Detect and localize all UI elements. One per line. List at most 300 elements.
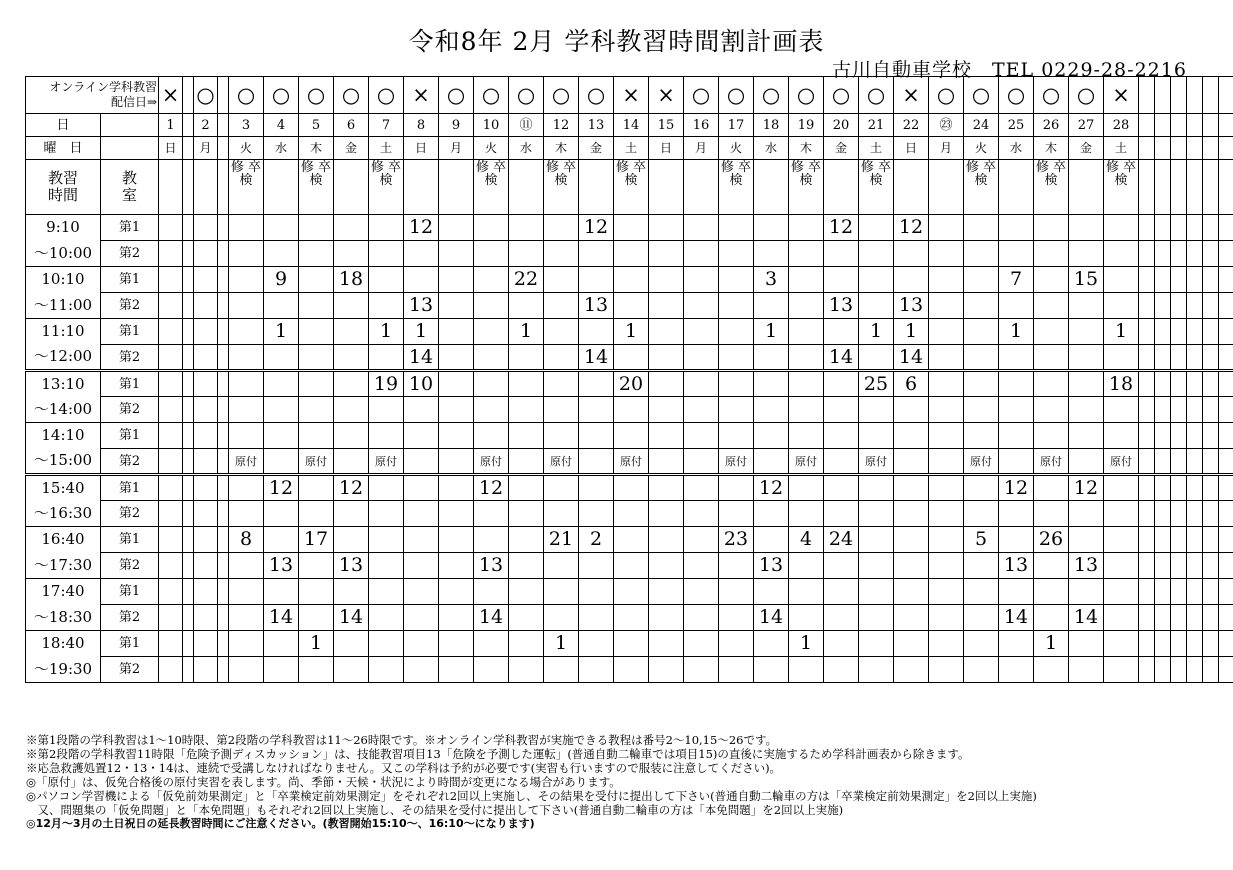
- blank-cell: [264, 241, 299, 267]
- blank-cell: [719, 371, 754, 397]
- lesson-cell: 1: [1104, 319, 1139, 345]
- blank-cell: [474, 423, 509, 449]
- blank-cell: [1171, 137, 1187, 160]
- lesson-cell: 13: [404, 293, 439, 319]
- day-number: 9: [439, 114, 474, 137]
- slot-row: [26, 475, 1233, 501]
- online-mark: ○: [929, 77, 964, 114]
- day-number: 16: [684, 114, 719, 137]
- blank-cell: [649, 267, 684, 293]
- exam-note: 修 卒 検: [474, 160, 509, 215]
- weekday: 火: [964, 137, 999, 160]
- blank-cell: [1139, 657, 1155, 683]
- blank-cell: [1219, 527, 1233, 553]
- blank-cell: [1155, 137, 1171, 160]
- online-mark: ×: [894, 77, 929, 114]
- blank-cell: [1203, 345, 1219, 371]
- blank-cell: [1219, 241, 1233, 267]
- slot-row: [26, 371, 1233, 397]
- blank-cell: [719, 475, 754, 501]
- blank-cell: [334, 501, 369, 527]
- blank-cell: [614, 475, 649, 501]
- blank-cell: [1034, 423, 1069, 449]
- blank-cell: [1069, 631, 1104, 657]
- blank-cell: [754, 423, 789, 449]
- blank-cell: [218, 215, 229, 241]
- blank-cell: [894, 631, 929, 657]
- blank-cell: [194, 423, 218, 449]
- day-number: 8: [404, 114, 439, 137]
- blank-cell: [649, 553, 684, 579]
- blank-cell: [544, 319, 579, 345]
- day-number: 10: [474, 114, 509, 137]
- period-start: 17:40: [26, 579, 101, 605]
- blank-cell: [544, 267, 579, 293]
- blank-cell: [649, 345, 684, 371]
- blank-cell: [404, 449, 439, 475]
- blank-cell: [218, 160, 229, 215]
- blank-cell: [229, 423, 264, 449]
- blank-cell: [229, 605, 264, 631]
- weekday: 月: [684, 137, 719, 160]
- blank-cell: [649, 319, 684, 345]
- blank-cell: [439, 423, 474, 449]
- blank-cell: [509, 293, 544, 319]
- blank-cell: [1069, 241, 1104, 267]
- blank-cell: [218, 657, 229, 683]
- day-number: 5: [299, 114, 334, 137]
- blank-cell: [754, 631, 789, 657]
- page-title: 令和8年 2月 学科教習時間割計画表: [408, 27, 825, 56]
- blank-cell: [1171, 345, 1187, 371]
- blank-cell: [183, 371, 194, 397]
- blank-cell: [1139, 137, 1155, 160]
- blank-cell: [1104, 605, 1139, 631]
- blank-cell: [929, 605, 964, 631]
- blank-cell: [183, 319, 194, 345]
- blank-cell: [264, 215, 299, 241]
- blank-cell: [894, 449, 929, 475]
- blank-cell: [1139, 475, 1155, 501]
- blank-cell: [999, 371, 1034, 397]
- blank-cell: [1219, 605, 1233, 631]
- exam-note: 修 卒 検: [1104, 160, 1139, 215]
- blank-cell: [1171, 423, 1187, 449]
- slot-row: [26, 501, 1233, 527]
- blank-cell: [1187, 527, 1203, 553]
- blank-cell: [183, 215, 194, 241]
- blank-cell: [859, 267, 894, 293]
- blank-cell: [1069, 345, 1104, 371]
- period-end: ～16:30: [26, 501, 101, 527]
- day-number: 19: [789, 114, 824, 137]
- blank-cell: [194, 241, 218, 267]
- blank-cell: [229, 397, 264, 423]
- blank-cell: [1203, 114, 1219, 137]
- blank-cell: [894, 267, 929, 293]
- weekday: 火: [719, 137, 754, 160]
- blank-cell: [894, 657, 929, 683]
- day-number: 22: [894, 114, 929, 137]
- blank-cell: [754, 397, 789, 423]
- blank-cell: [614, 397, 649, 423]
- blank-cell: [159, 371, 183, 397]
- lesson-cell: 12: [754, 475, 789, 501]
- blank-cell: [334, 215, 369, 241]
- blank-cell: [334, 449, 369, 475]
- blank-cell: [614, 241, 649, 267]
- blank-cell: [218, 345, 229, 371]
- blank-cell: [194, 449, 218, 475]
- blank-cell: [439, 319, 474, 345]
- blank-cell: [439, 657, 474, 683]
- lesson-cell: 20: [614, 371, 649, 397]
- blank-cell: [439, 267, 474, 293]
- weekday: 金: [1069, 137, 1104, 160]
- blank-cell: [929, 319, 964, 345]
- blank-cell: [1139, 423, 1155, 449]
- blank-cell: [404, 631, 439, 657]
- weekday: 金: [824, 137, 859, 160]
- blank-cell: [439, 241, 474, 267]
- blank-cell: [649, 160, 684, 215]
- blank-cell: [1203, 137, 1219, 160]
- blank-cell: [1034, 267, 1069, 293]
- period-start: 9:10: [26, 215, 101, 241]
- online-mark: ○: [264, 77, 299, 114]
- blank-cell: [218, 475, 229, 501]
- blank-cell: [183, 553, 194, 579]
- blank-cell: [544, 605, 579, 631]
- blank-cell: [614, 631, 649, 657]
- blank-cell: [183, 345, 194, 371]
- day-number: 7: [369, 114, 404, 137]
- blank-cell: [183, 423, 194, 449]
- blank-cell: [579, 475, 614, 501]
- weekday: 月: [194, 137, 218, 160]
- blank-cell: [369, 579, 404, 605]
- blank-cell: [369, 397, 404, 423]
- lesson-cell: 原付: [859, 449, 894, 475]
- blank-cell: [1171, 267, 1187, 293]
- blank-cell: [1155, 114, 1171, 137]
- online-mark: ○: [369, 77, 404, 114]
- lesson-cell: 原付: [964, 449, 999, 475]
- blank-cell: [1203, 605, 1219, 631]
- blank-cell: [194, 631, 218, 657]
- blank-cell: [1069, 319, 1104, 345]
- blank-cell: [1187, 267, 1203, 293]
- lesson-cell: 原付: [299, 449, 334, 475]
- blank-cell: [404, 160, 439, 215]
- day-number: 18: [754, 114, 789, 137]
- blank-cell: [299, 293, 334, 319]
- time-header: 教習 時間: [26, 160, 101, 215]
- blank-cell: [754, 371, 789, 397]
- blank-cell: [1171, 371, 1187, 397]
- online-mark: ○: [789, 77, 824, 114]
- blank-cell: [684, 267, 719, 293]
- blank-cell: [684, 345, 719, 371]
- lesson-cell: 1: [544, 631, 579, 657]
- blank-cell: [218, 579, 229, 605]
- blank-cell: [999, 657, 1034, 683]
- blank-cell: [218, 241, 229, 267]
- blank-cell: [1155, 397, 1171, 423]
- online-mark: ○: [439, 77, 474, 114]
- blank-cell: [789, 397, 824, 423]
- blank-cell: [824, 423, 859, 449]
- blank-cell: [1203, 215, 1219, 241]
- blank-cell: [1219, 423, 1233, 449]
- blank-cell: [684, 215, 719, 241]
- blank-cell: [1219, 371, 1233, 397]
- weekday: 水: [754, 137, 789, 160]
- blank-cell: [229, 345, 264, 371]
- slot-row: [26, 241, 1233, 267]
- blank-cell: [579, 397, 614, 423]
- school-contact: 古川自動車学校 TEL 0229-28-2216: [832, 59, 1187, 81]
- blank-cell: [894, 397, 929, 423]
- blank-cell: [299, 215, 334, 241]
- blank-cell: [1139, 631, 1155, 657]
- blank-cell: [334, 631, 369, 657]
- blank-cell: [929, 215, 964, 241]
- weekday: 土: [859, 137, 894, 160]
- lesson-cell: 12: [1069, 475, 1104, 501]
- blank-cell: [859, 631, 894, 657]
- blank-cell: [183, 501, 194, 527]
- blank-cell: [334, 241, 369, 267]
- blank-cell: [509, 631, 544, 657]
- blank-cell: [1219, 114, 1233, 137]
- blank-cell: [719, 319, 754, 345]
- slot-row: [26, 605, 1233, 631]
- blank-cell: [929, 579, 964, 605]
- blank-cell: [183, 449, 194, 475]
- blank-cell: [1203, 319, 1219, 345]
- blank-cell: [579, 605, 614, 631]
- slot-row: [26, 553, 1233, 579]
- online-mark: ○: [1034, 77, 1069, 114]
- blank-cell: [1171, 319, 1187, 345]
- period-end: ～19:30: [26, 657, 101, 683]
- blank-cell: [264, 579, 299, 605]
- blank-cell: [894, 605, 929, 631]
- lesson-cell: 12: [999, 475, 1034, 501]
- blank-cell: [404, 267, 439, 293]
- blank-cell: [1034, 319, 1069, 345]
- blank-cell: [1104, 631, 1139, 657]
- blank-cell: [754, 579, 789, 605]
- blank-cell: [1203, 579, 1219, 605]
- weekday: 木: [299, 137, 334, 160]
- blank-cell: [439, 475, 474, 501]
- blank-cell: [649, 527, 684, 553]
- blank-cell: [299, 319, 334, 345]
- day-number: 17: [719, 114, 754, 137]
- blank-cell: [1219, 553, 1233, 579]
- day-number: 4: [264, 114, 299, 137]
- slot-row: [26, 267, 1233, 293]
- blank-cell: [1155, 77, 1171, 114]
- blank-cell: [1171, 160, 1187, 215]
- blank-cell: [719, 397, 754, 423]
- blank-cell: [509, 241, 544, 267]
- day-number: 13: [579, 114, 614, 137]
- exam-note: 修 卒 検: [789, 160, 824, 215]
- lesson-cell: 2: [579, 527, 614, 553]
- blank-cell: [824, 579, 859, 605]
- blank-cell: [999, 527, 1034, 553]
- blank-cell: [1219, 77, 1233, 114]
- lesson-cell: 1: [894, 319, 929, 345]
- blank-cell: [334, 160, 369, 215]
- notes-section: [26, 733, 1037, 831]
- blank-cell: [229, 553, 264, 579]
- blank-cell: [859, 501, 894, 527]
- period-start: 11:10: [26, 319, 101, 345]
- blank-cell: [194, 160, 218, 215]
- weekday: 火: [229, 137, 264, 160]
- blank-cell: [264, 160, 299, 215]
- blank-cell: [229, 631, 264, 657]
- blank-cell: [334, 293, 369, 319]
- blank-cell: [824, 631, 859, 657]
- blank-cell: [1171, 553, 1187, 579]
- online-mark: ○: [334, 77, 369, 114]
- lesson-cell: 14: [824, 345, 859, 371]
- blank-cell: [218, 397, 229, 423]
- lesson-cell: 18: [334, 267, 369, 293]
- blank-cell: [1171, 241, 1187, 267]
- period-start: 14:10: [26, 423, 101, 449]
- blank-cell: [824, 605, 859, 631]
- room-name: 第2: [101, 293, 159, 319]
- blank-cell: [999, 631, 1034, 657]
- blank-cell: [999, 293, 1034, 319]
- blank-cell: [544, 501, 579, 527]
- blank-cell: [789, 371, 824, 397]
- blank-cell: [859, 553, 894, 579]
- online-mark: ○: [194, 77, 218, 114]
- blank-cell: [1104, 527, 1139, 553]
- blank-cell: [1155, 371, 1171, 397]
- room-name: 第1: [101, 579, 159, 605]
- exam-note: 修 卒 検: [544, 160, 579, 215]
- lesson-cell: 12: [894, 215, 929, 241]
- slot-row: [26, 397, 1233, 423]
- blank-cell: [1034, 371, 1069, 397]
- blank-cell: [1171, 293, 1187, 319]
- blank-cell: [1203, 475, 1219, 501]
- online-label: オンライン学科教習 配信日⇒: [26, 77, 159, 114]
- blank-cell: [684, 657, 719, 683]
- blank-cell: [264, 657, 299, 683]
- blank-cell: [579, 160, 614, 215]
- blank-cell: [789, 319, 824, 345]
- blank-cell: [159, 160, 183, 215]
- blank-cell: [929, 631, 964, 657]
- blank-cell: [859, 475, 894, 501]
- weekday: 月: [439, 137, 474, 160]
- blank-cell: [1104, 579, 1139, 605]
- blank-cell: [439, 449, 474, 475]
- weekday: 日: [159, 137, 183, 160]
- lesson-cell: 1: [404, 319, 439, 345]
- blank-cell: [614, 293, 649, 319]
- blank-cell: [509, 579, 544, 605]
- lesson-cell: 14: [264, 605, 299, 631]
- blank-cell: [509, 475, 544, 501]
- lesson-cell: 原付: [614, 449, 649, 475]
- blank-cell: [159, 215, 183, 241]
- blank-cell: [1219, 215, 1233, 241]
- blank-cell: [404, 423, 439, 449]
- blank-cell: [1171, 605, 1187, 631]
- exam-note: 修 卒 検: [299, 160, 334, 215]
- blank-cell: [474, 345, 509, 371]
- blank-cell: [1139, 267, 1155, 293]
- blank-cell: [1203, 397, 1219, 423]
- room-name: 第2: [101, 553, 159, 579]
- blank-cell: [183, 605, 194, 631]
- blank-cell: [789, 345, 824, 371]
- blank-cell: [1034, 397, 1069, 423]
- blank-cell: [789, 605, 824, 631]
- blank-cell: [369, 631, 404, 657]
- day-number: 25: [999, 114, 1034, 137]
- blank-cell: [509, 345, 544, 371]
- blank-cell: [859, 657, 894, 683]
- blank-cell: [439, 371, 474, 397]
- note-line: ※応急救護処置12・13・14は、連続で受講しなければなりません。又この学科は予約が必要です(実習も行いますので服装に注意してください)。: [26, 761, 782, 775]
- period-end: ～10:00: [26, 241, 101, 267]
- blank-cell: [1187, 423, 1203, 449]
- day-number: ⑪: [509, 114, 544, 137]
- blank-cell: [964, 371, 999, 397]
- blank-cell: [1155, 657, 1171, 683]
- lesson-cell: 13: [334, 553, 369, 579]
- blank-cell: [1187, 319, 1203, 345]
- blank-cell: [579, 631, 614, 657]
- lesson-cell: 24: [824, 527, 859, 553]
- lesson-cell: 13: [824, 293, 859, 319]
- blank-cell: [404, 657, 439, 683]
- blank-cell: [299, 501, 334, 527]
- blank-cell: [649, 423, 684, 449]
- lesson-cell: 原付: [1104, 449, 1139, 475]
- blank-cell: [264, 423, 299, 449]
- lesson-cell: 13: [264, 553, 299, 579]
- blank-cell: [544, 293, 579, 319]
- blank-cell: [1219, 475, 1233, 501]
- slot-row: [26, 319, 1233, 345]
- blank-cell: [1069, 579, 1104, 605]
- blank-cell: [1069, 449, 1104, 475]
- blank-cell: [719, 631, 754, 657]
- blank-cell: [404, 241, 439, 267]
- blank-cell: [369, 501, 404, 527]
- lesson-cell: 17: [299, 527, 334, 553]
- blank-cell: [1155, 553, 1171, 579]
- blank-cell: [579, 267, 614, 293]
- period-end: ～17:30: [26, 553, 101, 579]
- blank-cell: [509, 501, 544, 527]
- blank-cell: [859, 215, 894, 241]
- blank-cell: [964, 579, 999, 605]
- blank-cell: [544, 241, 579, 267]
